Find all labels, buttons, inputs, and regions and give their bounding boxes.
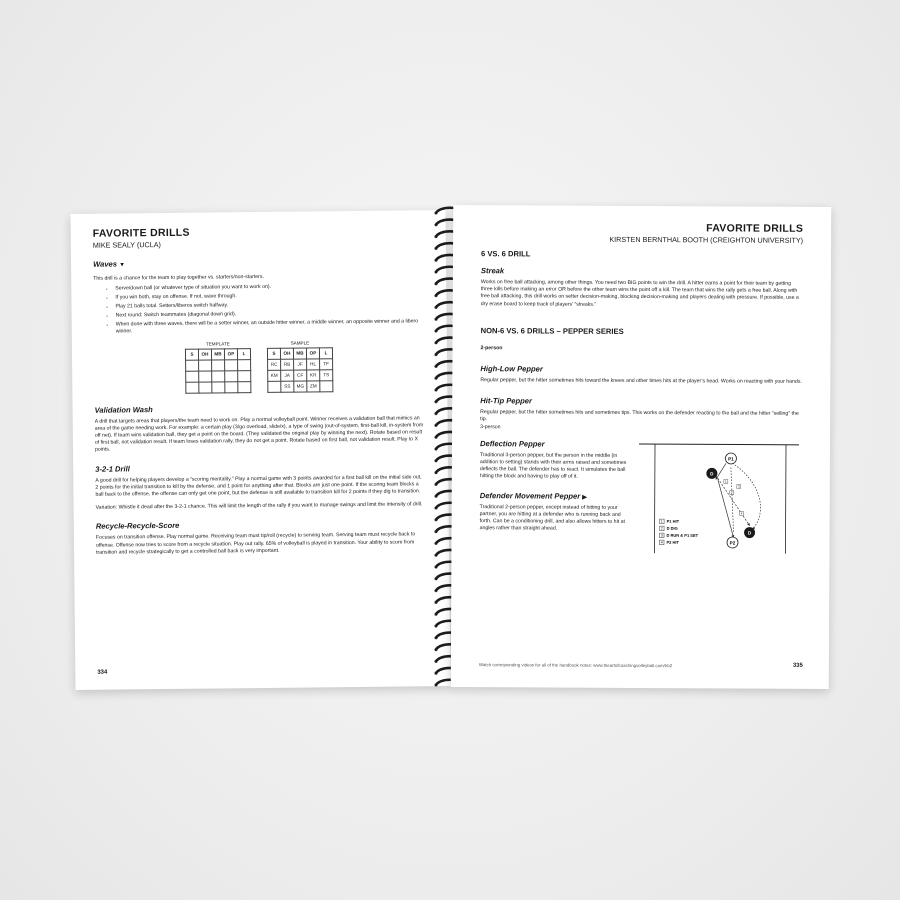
table-header-cell: L [319, 347, 332, 358]
table-cell: RC [268, 359, 281, 370]
legend-number: 4 [660, 540, 663, 545]
streak-heading: Streak [480, 266, 505, 276]
step-number-label: 2 [730, 490, 733, 495]
waves-bullet-item: • When done with three waves, there will be a setter winner, an outside hitter winner, a middle winner, an opposite winner and a libero winner. [116, 318, 424, 336]
table-row [268, 358, 333, 370]
table-cell [199, 382, 212, 393]
table-cell [186, 360, 199, 371]
waves-intro: This drill is a chance for the team to play together vs. starters/non-starters. [93, 273, 264, 282]
table-header-cell: OP [306, 348, 319, 359]
table-header-cell: L [237, 348, 250, 359]
footer-note: Watch corresponding videos for all of the handbook notes: www.theartofcoachingvolleyball.com/hb2 [478, 662, 673, 669]
table-cell: TF [320, 358, 333, 369]
path-d-run [716, 475, 750, 525]
court-top-line [639, 444, 799, 445]
defender-end-label: D [747, 530, 752, 536]
waves-bullet-item: • Serve/down ball (or whatever type of situation you want to work on). [115, 282, 423, 293]
hit-tip-text: Regular pepper, but the hitter sometimes hits and sometimes tips. This works on the defender reacting to the ball and the hitter “selling” the tip. [480, 409, 799, 423]
step-number-label: 4 [740, 511, 743, 516]
table-cell: JA [281, 370, 294, 381]
sample-table-block [267, 340, 334, 393]
defender-start-label: D [710, 471, 714, 477]
template-table-title: TEMPLATE [205, 340, 230, 347]
legend-number: 3 [660, 533, 663, 538]
defender-movement-heading [480, 491, 630, 501]
validation-heading: Validation Wash [94, 404, 153, 415]
legend-text: D DIG [666, 525, 678, 531]
table-cell: JF [294, 359, 307, 370]
right-page-number: 335 [792, 662, 803, 669]
table-cell [225, 359, 238, 370]
triangle-down-icon: ▼ [119, 262, 126, 269]
table-header-cell: OH [280, 348, 293, 359]
triangle-right-icon: ▶ [582, 494, 587, 501]
right-page-author: KIRSTEN BERNTHAL BOOTH (CREIGHTON UNIVERSITY) [609, 234, 804, 245]
waves-bullet-list [93, 282, 424, 336]
deflection-text: Traditional 3-person pepper, but the person in the middle (in addition to setting) stands with their arms raised and sometimes deflects the ball. The defender has to react. It simulates the ball hitting the block and having to play off of it. [479, 451, 627, 481]
path-p1-hit [716, 463, 726, 479]
pepper-court-diagram [637, 441, 800, 555]
waves-heading-text: Waves [92, 259, 118, 269]
path-d-dig [718, 479, 734, 537]
table-header-cell: OP [224, 348, 237, 359]
table-header-cell: MB [211, 349, 224, 360]
left-page-author: MIKE SEALY (UCLA) [92, 240, 161, 250]
waves-heading [93, 256, 423, 268]
legend-text: P2 HIT [666, 539, 679, 545]
waves-bullet-item: • Play 21 balls total. Setters/liberos switch halfway. [115, 300, 423, 311]
table-cell [225, 381, 238, 392]
table-cell: RB [281, 359, 294, 370]
defender-movement-text: Traditional 2-person pepper, except instead of hitting to your partner, you are hitting at a defender who is running back and forth. Can be a conditioning drill, and also allows hitters to hit at angles rather than straight ahead. [479, 503, 625, 532]
table-row [268, 380, 333, 392]
court-right-line [785, 445, 786, 554]
three-person-label: 3-person [480, 423, 501, 430]
left-page-title: FAVORITE DRILLS [92, 226, 190, 240]
defender-movement-heading-text: Defender Movement Pepper [479, 490, 581, 501]
right-page [451, 205, 832, 689]
step-number-label: 3 [737, 484, 740, 489]
two-person-label: 2-person [480, 344, 503, 352]
table-cell [186, 371, 199, 382]
table-cell: KM [268, 370, 281, 381]
waves-bullet-item: • If you win both, stay on offense. If not, wave through. [115, 291, 423, 302]
table-row [186, 370, 251, 382]
template-table-block [185, 341, 252, 394]
court-left-line [654, 444, 655, 553]
table-cell: MG [294, 381, 307, 392]
table-cell [186, 382, 199, 393]
player-p1-label: P1 [728, 456, 734, 462]
legend-text: P1 HIT [666, 518, 680, 524]
right-page-title: FAVORITE DRILLS [706, 222, 804, 235]
sample-table [267, 347, 333, 393]
table-cell: KR [307, 370, 320, 381]
table-cell [199, 371, 212, 382]
section-6v6-heading: 6 VS. 6 DRILL [480, 249, 531, 259]
table-cell [212, 382, 225, 393]
table-row [186, 381, 251, 393]
table-cell [238, 359, 251, 370]
table-row [186, 359, 251, 371]
recycle-heading: Recycle-Recycle-Score [95, 521, 180, 532]
hit-tip-heading: Hit-Tip Pepper [480, 396, 533, 406]
table-cell [199, 360, 212, 371]
high-low-heading: High-Low Pepper [480, 364, 543, 374]
waves-bullet-item: • Next round: Switch teammates (diagonal down grid). [116, 309, 424, 320]
left-page [71, 210, 451, 690]
table-cell: HL [307, 359, 320, 370]
table-cell [268, 381, 281, 392]
table-header-cell: S [185, 349, 198, 360]
table-cell: SS [281, 381, 294, 392]
legend-number: 1 [660, 519, 663, 524]
table-cell [238, 381, 251, 392]
table-cell: TS [320, 369, 333, 380]
legend-number: 2 [660, 526, 663, 531]
pepper-text-column [479, 439, 630, 554]
left-page-number: 334 [97, 669, 108, 676]
table-cell [212, 360, 225, 371]
section-pepper-heading: NON-6 VS. 6 DRILLS – PEPPER SERIES [480, 325, 624, 336]
drill-321-heading: 3-2-1 Drill [95, 464, 130, 474]
table-header-cell: OH [198, 349, 211, 360]
table-cell [320, 380, 333, 391]
high-low-text: Regular pepper, but the hitter sometimes hits toward the knees and other times hits at the player’s head. Works on reacting with your hands. [480, 377, 802, 385]
table-header-cell: MB [293, 348, 306, 359]
deflection-heading: Deflection Pepper [479, 438, 545, 449]
table-header-cell: S [267, 348, 280, 359]
table-cell [212, 371, 225, 382]
table-cell [225, 370, 238, 381]
wave-tables [94, 339, 425, 394]
table-cell: ZM [307, 381, 320, 392]
pepper-two-column [479, 439, 802, 555]
table-cell [238, 370, 251, 381]
sample-table-title: SAMPLE [290, 340, 310, 346]
table-row [268, 369, 333, 381]
template-table [185, 348, 251, 394]
drill-321-variation: Variation: Whistle it dead after the 3-2-1 chance. This will limit the length of the rally if you want to manage swings and limit the intensity of drill. [95, 501, 423, 511]
legend-text: D RUN & P1 SET [666, 532, 699, 538]
recycle-text: Focuses on transition offense. Play normal game. Receiving team must tip/roll (recycle) to serving team. Serving team must recycle back to offense. Offense now tries to score from a recycle situation. Play out rally. 65% of volleyball is played in transition. Your ability to score from transition and recycle strategically to get a controlled ball back is very important. [95, 531, 416, 556]
table-cell: CF [294, 370, 307, 381]
validation-text: A drill that targets areas that players/the team need to work on. Play a normal volleyball point. Winner receives a validation ball that mimics an area of the game needing work. For example: a certain play (3/go overload, slide/x), a type of swing (out-of-system, first-ball kill, in-system from off net). If team wins validation ball, they get a point on the board. (They validated the original play by winning the next). Rotate based on result of first ball, not validation result. If team loses validation rally, they do not get a point. Rotate based on first ball, not validation result. Play to X points. [94, 414, 424, 454]
drill-321-text: A good drill for helping players develop a “scoring mentality.” Play a normal game with 3 points awarded for a first ball kill on the initial side out, 2 points for the initial transition to kill by the defense, and 1 point for anything after that. Blocks are just one point. If the scoring team blocks a ball back to the offense, the offense can only get one point, but the defense is still available to transition kill for 2 points if they dig to transition. [95, 473, 422, 498]
path-set [731, 467, 734, 533]
player-p2-label: P2 [729, 540, 736, 546]
streak-text: Works on free ball attacking, among other things. You need two BIG points to win the drill. A hitter earns a point for their team by getting three kills before making an error OR before the other team wins the point off a kill. The team that wins the rally gets a free ball. Along with free ball attacking, this drill works on setter decision-making, blocking decision-making and players dealing with pressure. If possible, use a dry erase board to keep track of players’ “streaks.” [480, 279, 799, 308]
step-number-label: 1 [724, 479, 727, 484]
